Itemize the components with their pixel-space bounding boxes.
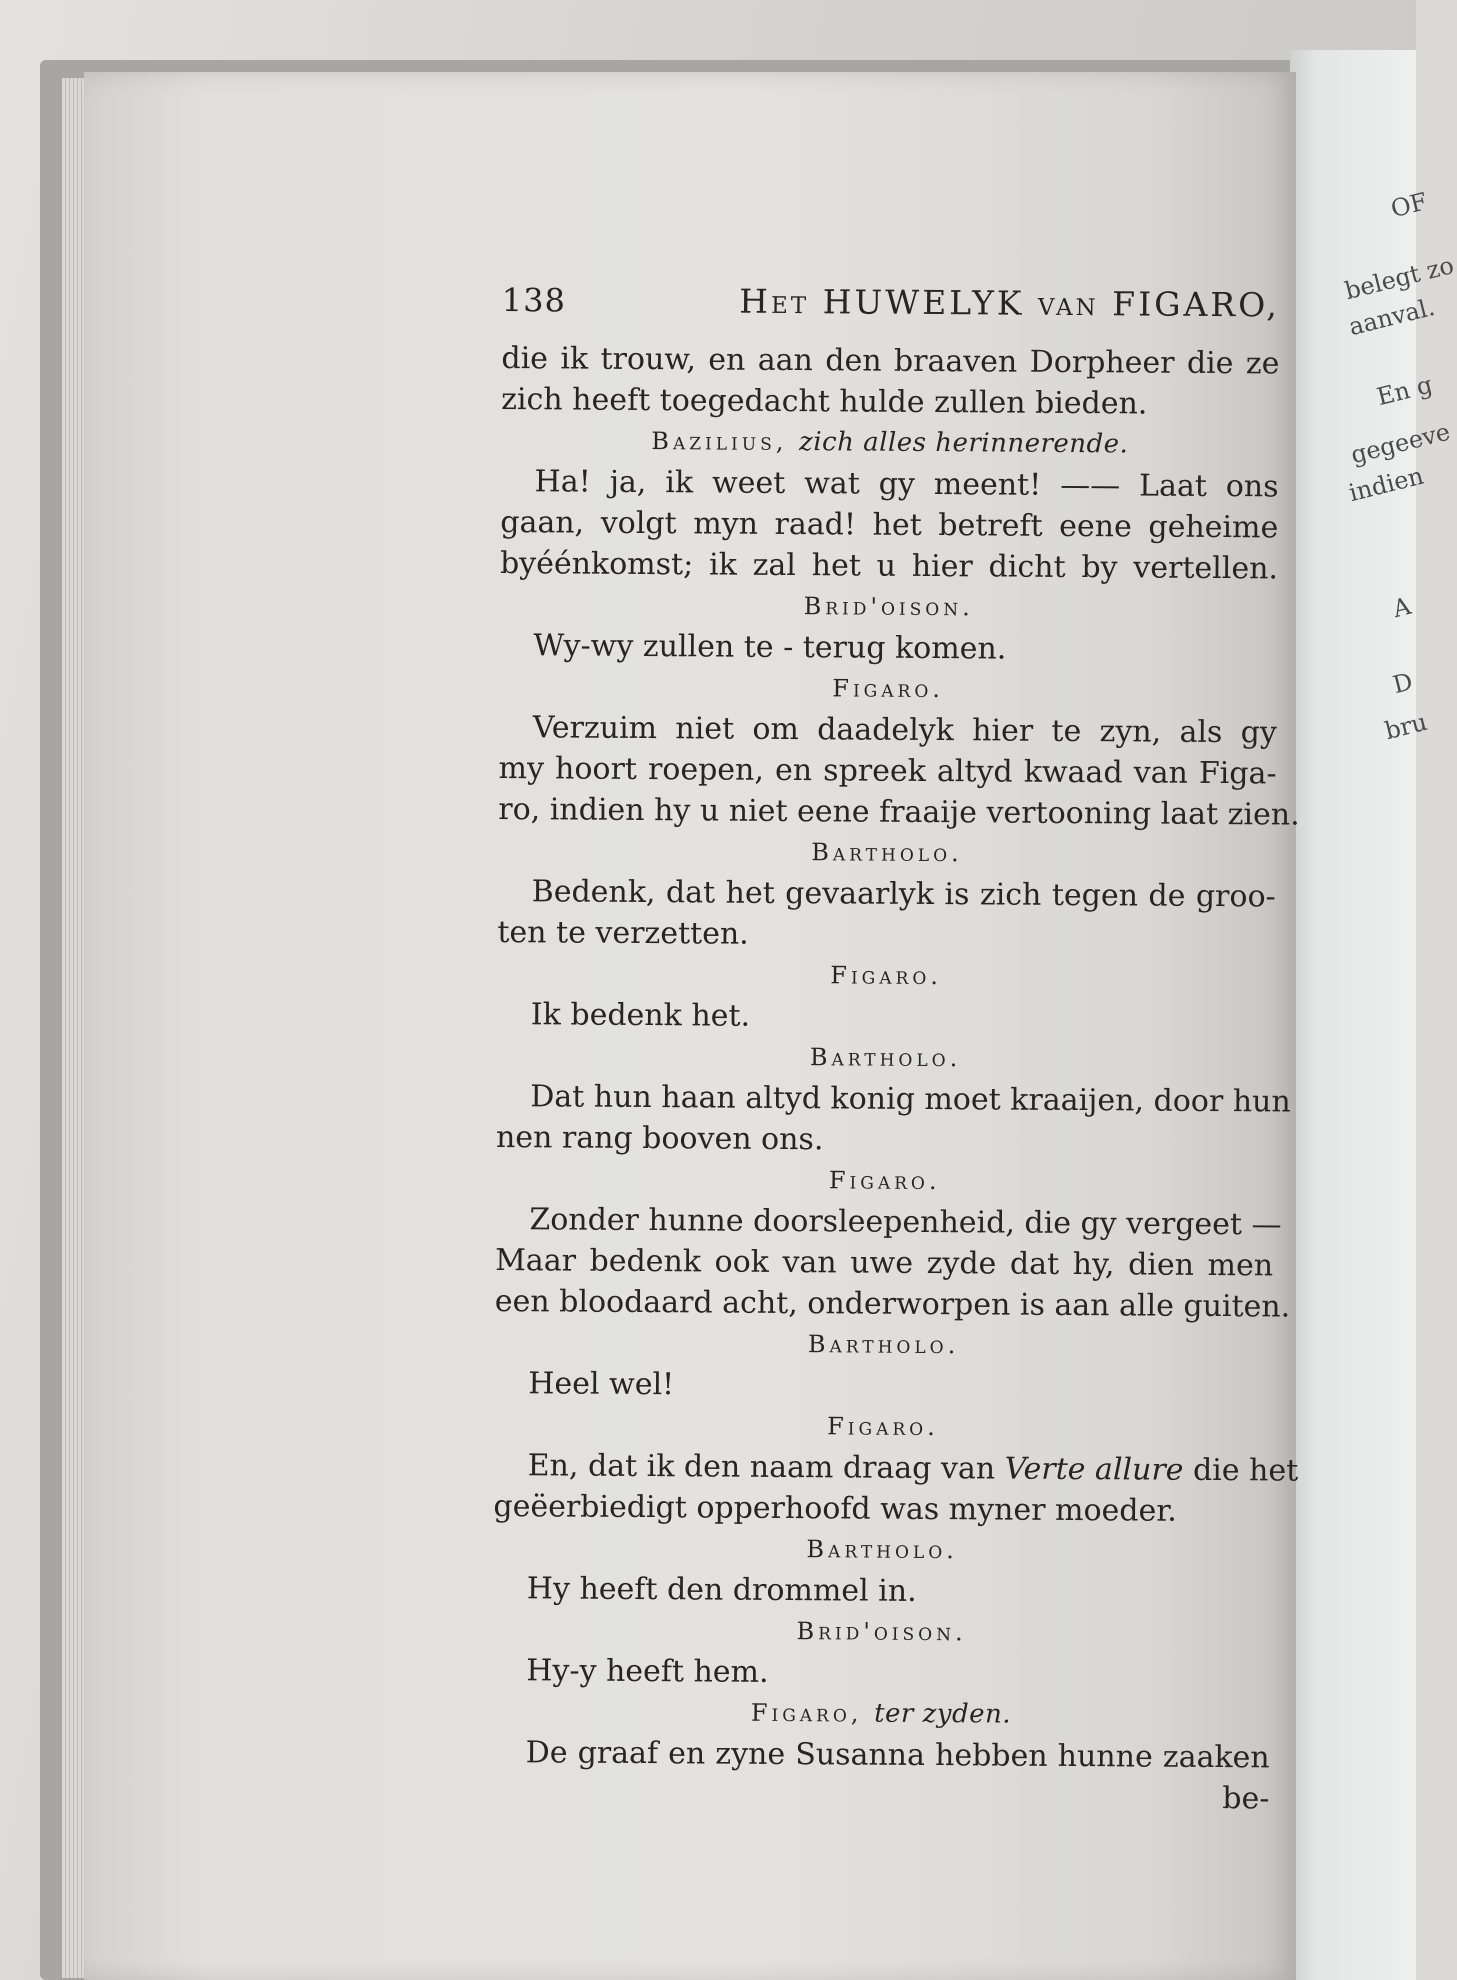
facing-page-text: A bbox=[1390, 591, 1414, 624]
running-title: Het HUWELYK van FIGARO, bbox=[739, 281, 1280, 325]
speaker-name bbox=[497, 953, 1275, 999]
text-line: Hy-y heeft hem. bbox=[526, 1653, 769, 1690]
text-line: Ha! ja, ik weet wat gy meent! —— Laat ons bbox=[534, 464, 1279, 505]
speaker-label: Figaro. bbox=[827, 1412, 939, 1442]
facing-page-text: En g bbox=[1374, 370, 1436, 412]
speaker-label: Bazilius, bbox=[651, 427, 788, 456]
text-line: ten te verzetten. bbox=[497, 914, 749, 952]
facing-page-text: gegeeve bbox=[1348, 417, 1453, 470]
text-line: Zonder hunne doorsleepenheid, die gy vergeet — bbox=[529, 1202, 1282, 1243]
italic-name: Verte allure bbox=[1004, 1451, 1184, 1488]
running-header bbox=[502, 280, 1280, 337]
speaker-label: Figaro. bbox=[832, 674, 945, 704]
speaker-name bbox=[499, 666, 1277, 712]
text-line: Hy heeft den drommel in. bbox=[526, 1571, 917, 1609]
text-line: be- bbox=[1222, 1781, 1270, 1817]
facing-page-text: aanval. bbox=[1346, 292, 1438, 342]
text-line: En, dat ik den naam draag van Verte allure die het bbox=[527, 1448, 1299, 1489]
speaker-name bbox=[500, 584, 1278, 630]
speaker-label: Brid'oison. bbox=[803, 592, 974, 622]
facing-page-text: belegt zo bbox=[1342, 251, 1457, 306]
text-line: Bedenk, dat het gevaarlyk is zich tegen de groo- bbox=[531, 874, 1276, 915]
speaker-label: Bartholo. bbox=[809, 1043, 962, 1073]
text-line: Heel wel! bbox=[528, 1366, 675, 1403]
facing-page-text: OF bbox=[1388, 187, 1431, 224]
speaker-name bbox=[492, 1691, 1270, 1737]
text-line: Maar bedenk ook van uwe zyde dat hy, dien men bbox=[495, 1242, 1274, 1284]
speaker-name bbox=[494, 1404, 1272, 1450]
speaker-label: Bartholo. bbox=[806, 1535, 958, 1565]
speaker-name bbox=[496, 1035, 1274, 1081]
text-line: my hoort roepen, en spreek altyd kwaad van Figa- bbox=[498, 750, 1277, 792]
text-line: een bloodaard acht, onderworpen is aan alle guiten. bbox=[494, 1283, 1291, 1325]
text-line: nen rang booven ons. bbox=[495, 1119, 824, 1158]
speaker-name bbox=[494, 1322, 1272, 1368]
page-text bbox=[491, 280, 1300, 1819]
text-line: gaan, volgt myn raad! het betreft eene geheime bbox=[500, 504, 1279, 546]
text-line: byéénkomst; ik zal het u hier dicht by vertellen. bbox=[499, 545, 1279, 587]
book-page bbox=[84, 72, 1300, 1980]
facing-page-text: bru bbox=[1382, 707, 1430, 746]
speaker-name bbox=[493, 1527, 1271, 1573]
facing-page bbox=[1290, 50, 1457, 1980]
text-line: Ik bedenk het. bbox=[530, 997, 751, 1034]
text-line: die ik trouw, en aan den braaven Dorpheer die ze bbox=[501, 340, 1280, 382]
stage-direction: zich alles herinnerende. bbox=[798, 427, 1129, 460]
text-line: geëerbiedigt opperhoofd was myner moeder. bbox=[493, 1488, 1177, 1529]
speaker-name bbox=[496, 1158, 1274, 1204]
speaker-label: Figaro. bbox=[830, 961, 943, 991]
speaker-label: Bartholo. bbox=[811, 838, 963, 868]
text-line: zich heeft toegedacht hulde zullen bieden. bbox=[501, 381, 1148, 422]
stage-direction: ter zyden. bbox=[874, 1698, 1012, 1730]
speaker-label: Bartholo. bbox=[807, 1330, 960, 1360]
text-line: Verzuim niet om daadelyk hier te zyn, als gy bbox=[532, 710, 1277, 751]
facing-page-text: indien bbox=[1346, 461, 1427, 508]
facing-page-text: D bbox=[1390, 667, 1416, 700]
speaker-label: Brid'oison. bbox=[796, 1617, 967, 1647]
text-line: ro, indien hy u niet eene fraaije vertooning laat zien. bbox=[498, 791, 1300, 833]
speaker-name bbox=[501, 420, 1279, 466]
text-lines bbox=[491, 338, 1300, 1819]
speaker-name bbox=[492, 1609, 1270, 1655]
speaker-name bbox=[498, 830, 1276, 876]
speaker-label: Figaro, bbox=[750, 1698, 863, 1728]
speaker-label: Figaro. bbox=[828, 1166, 941, 1196]
page-number: 138 bbox=[501, 280, 567, 320]
text-line: Dat hun haan altyd konig moet kraaijen, door hun bbox=[530, 1079, 1291, 1120]
text-line: Wy-wy zullen te - terug komen. bbox=[533, 628, 1007, 667]
text-line: De graaf en zyne Susanna hebben hunne zaaken bbox=[525, 1735, 1270, 1776]
